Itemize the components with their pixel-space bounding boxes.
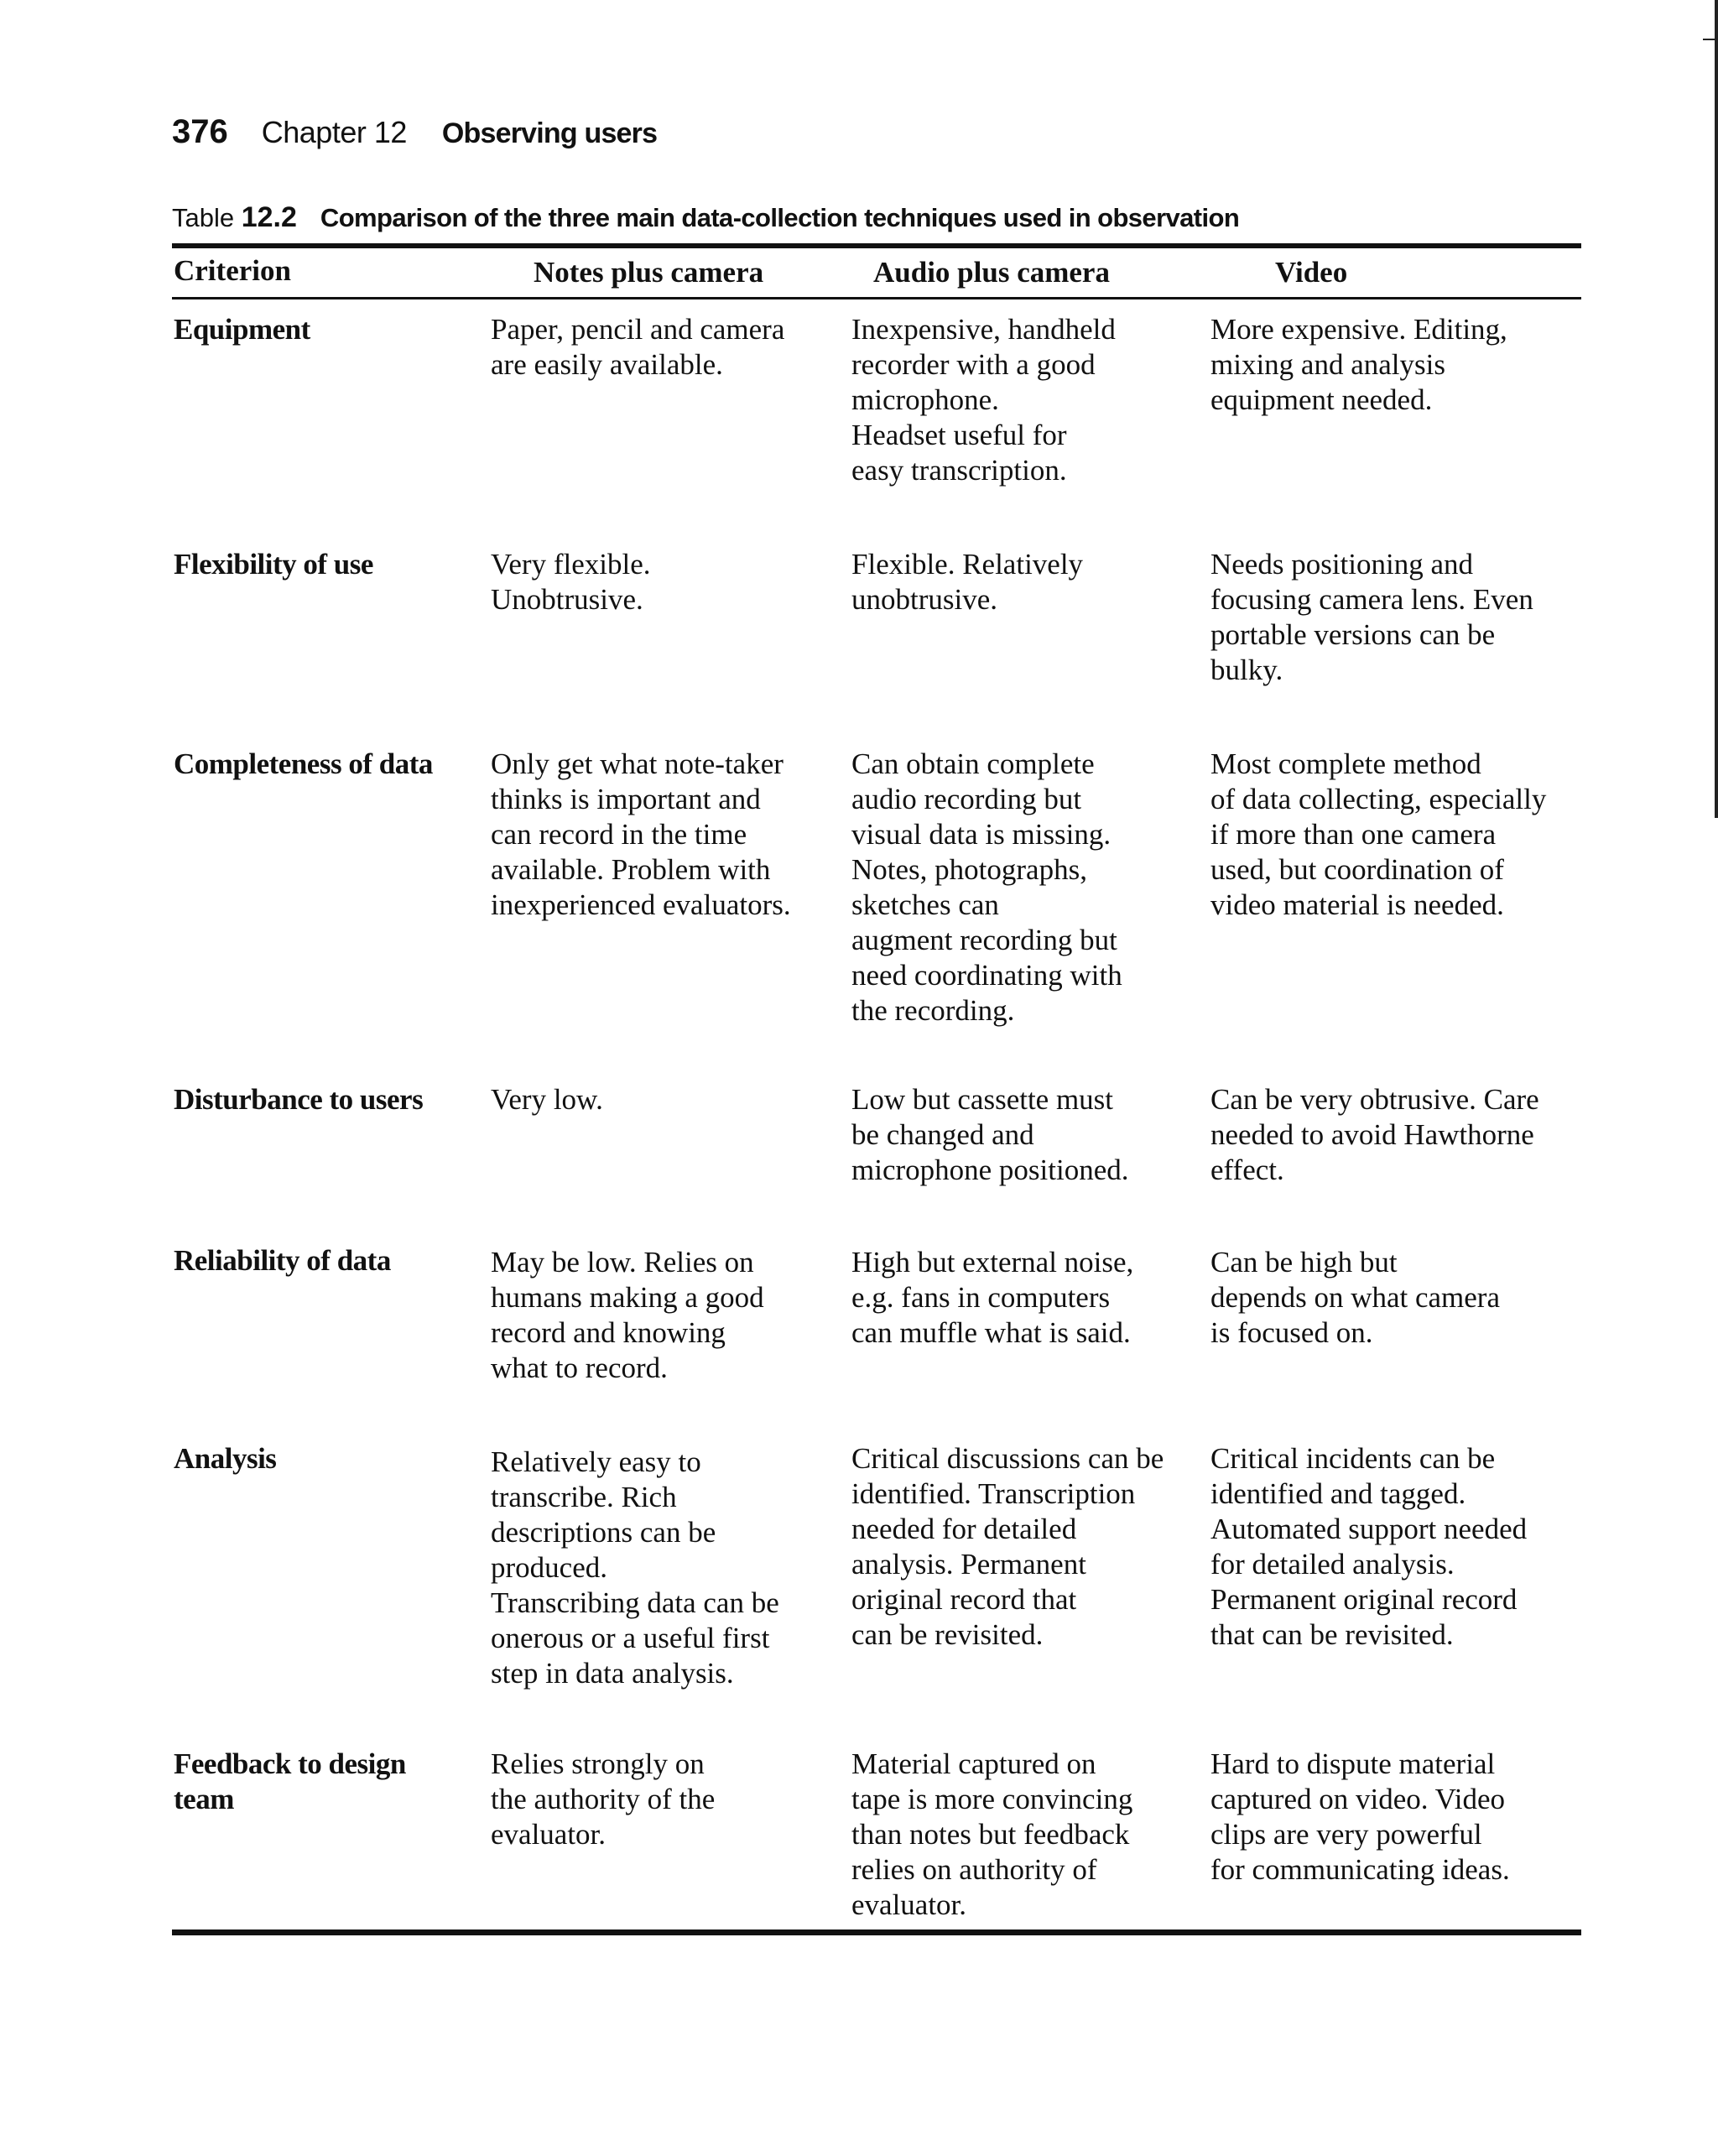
running-header xyxy=(172,113,657,164)
cell-equipment-video: More expensive. Editing, mixing and analysis equipment needed. xyxy=(1210,313,1507,416)
criterion-flexibility: Flexibility of use xyxy=(174,548,373,581)
criterion-analysis: Analysis xyxy=(174,1442,277,1475)
cell-completeness-video: Most complete method of data collecting, especially if more than one camera used, but coordination of video material is needed. xyxy=(1210,747,1547,921)
column-header-criterion: Criterion xyxy=(174,254,291,287)
cell-disturbance-notes: Very low. xyxy=(491,1083,603,1116)
cell-flexibility-audio: Flexible. Relatively unobtrusive. xyxy=(851,548,1084,616)
cell-disturbance-video: Can be very obtrusive. Care needed to avoid Hawthorne effect. xyxy=(1210,1083,1539,1186)
cell-equipment-audio: Inexpensive, handheld recorder with a good microphone. Headset useful for easy transcription. xyxy=(851,313,1116,487)
chapter-title: Observing users xyxy=(441,117,658,149)
cell-reliability-audio: High but external noise, e.g. fans in computers can muffle what is said. xyxy=(851,1246,1134,1349)
column-header-notes: Notes plus camera xyxy=(534,256,764,289)
criterion-equipment: Equipment xyxy=(174,313,310,346)
table-header-rule xyxy=(172,297,1581,299)
cell-flexibility-video: Needs positioning and focusing camera lens. Even portable versions can be bulky. xyxy=(1210,548,1533,686)
table-top-rule xyxy=(172,243,1581,248)
cell-flexibility-notes: Very flexible. Unobtrusive. xyxy=(491,548,651,616)
cell-feedback-video: Hard to dispute material captured on video. Video clips are very powerful for communicating ideas. xyxy=(1210,1747,1510,1886)
criterion-reliability: Reliability of data xyxy=(174,1244,391,1277)
cell-analysis-audio: Critical discussions can be identified. Transcription needed for detailed analysis. Permanent original record that can be revisited. xyxy=(851,1442,1164,1651)
column-header-audio: Audio plus camera xyxy=(873,256,1110,289)
scan-edge-tick xyxy=(1703,39,1718,40)
cell-reliability-notes: May be low. Relies on humans making a good record and knowing what to record. xyxy=(491,1246,764,1384)
cell-completeness-notes: Only get what note-taker thinks is important and can record in the time available. Problem with inexperienced evaluators. xyxy=(491,747,791,921)
criterion-disturbance: Disturbance to users xyxy=(174,1083,424,1116)
cell-analysis-video: Critical incidents can be identified and tagged. Automated support needed for detailed analysis. Permanent original record that can be revisited. xyxy=(1210,1442,1528,1651)
page-number: 376 xyxy=(172,113,228,150)
cell-feedback-audio: Material captured on tape is more convincing than notes but feedback relies on authority of evaluator. xyxy=(851,1747,1133,1921)
cell-completeness-audio: Can obtain complete audio recording but visual data is missing. Notes, photographs, sketches can augment recording but need coordinating with the recording. xyxy=(851,747,1122,1027)
chapter-label: Chapter 12 xyxy=(261,115,407,149)
table-bottom-rule xyxy=(172,1929,1581,1935)
cell-reliability-video: Can be high but depends on what camera is focused on. xyxy=(1210,1246,1500,1349)
cell-feedback-notes: Relies strongly on the authority of the evaluator. xyxy=(491,1747,716,1851)
cell-equipment-notes: Paper, pencil and camera are easily available. xyxy=(491,313,785,381)
criterion-feedback: Feedback to design team xyxy=(174,1747,406,1815)
column-header-video: Video xyxy=(1275,256,1348,289)
criterion-completeness: Completeness of data xyxy=(174,747,433,780)
caption-number: 12.2 xyxy=(241,201,297,233)
cell-disturbance-audio: Low but cassette must be changed and microphone positioned. xyxy=(851,1083,1129,1186)
scan-edge-line xyxy=(1715,0,1718,818)
caption-label: Table 12.2 xyxy=(172,201,297,233)
caption-text: Comparison of the three main data-collection techniques used in observation xyxy=(320,203,1240,232)
cell-analysis-notes: Relatively easy to transcribe. Rich descriptions can be produced. Transcribing data can be onerous or a useful first step in data analysis. xyxy=(491,1445,779,1690)
table-caption xyxy=(172,201,1239,234)
